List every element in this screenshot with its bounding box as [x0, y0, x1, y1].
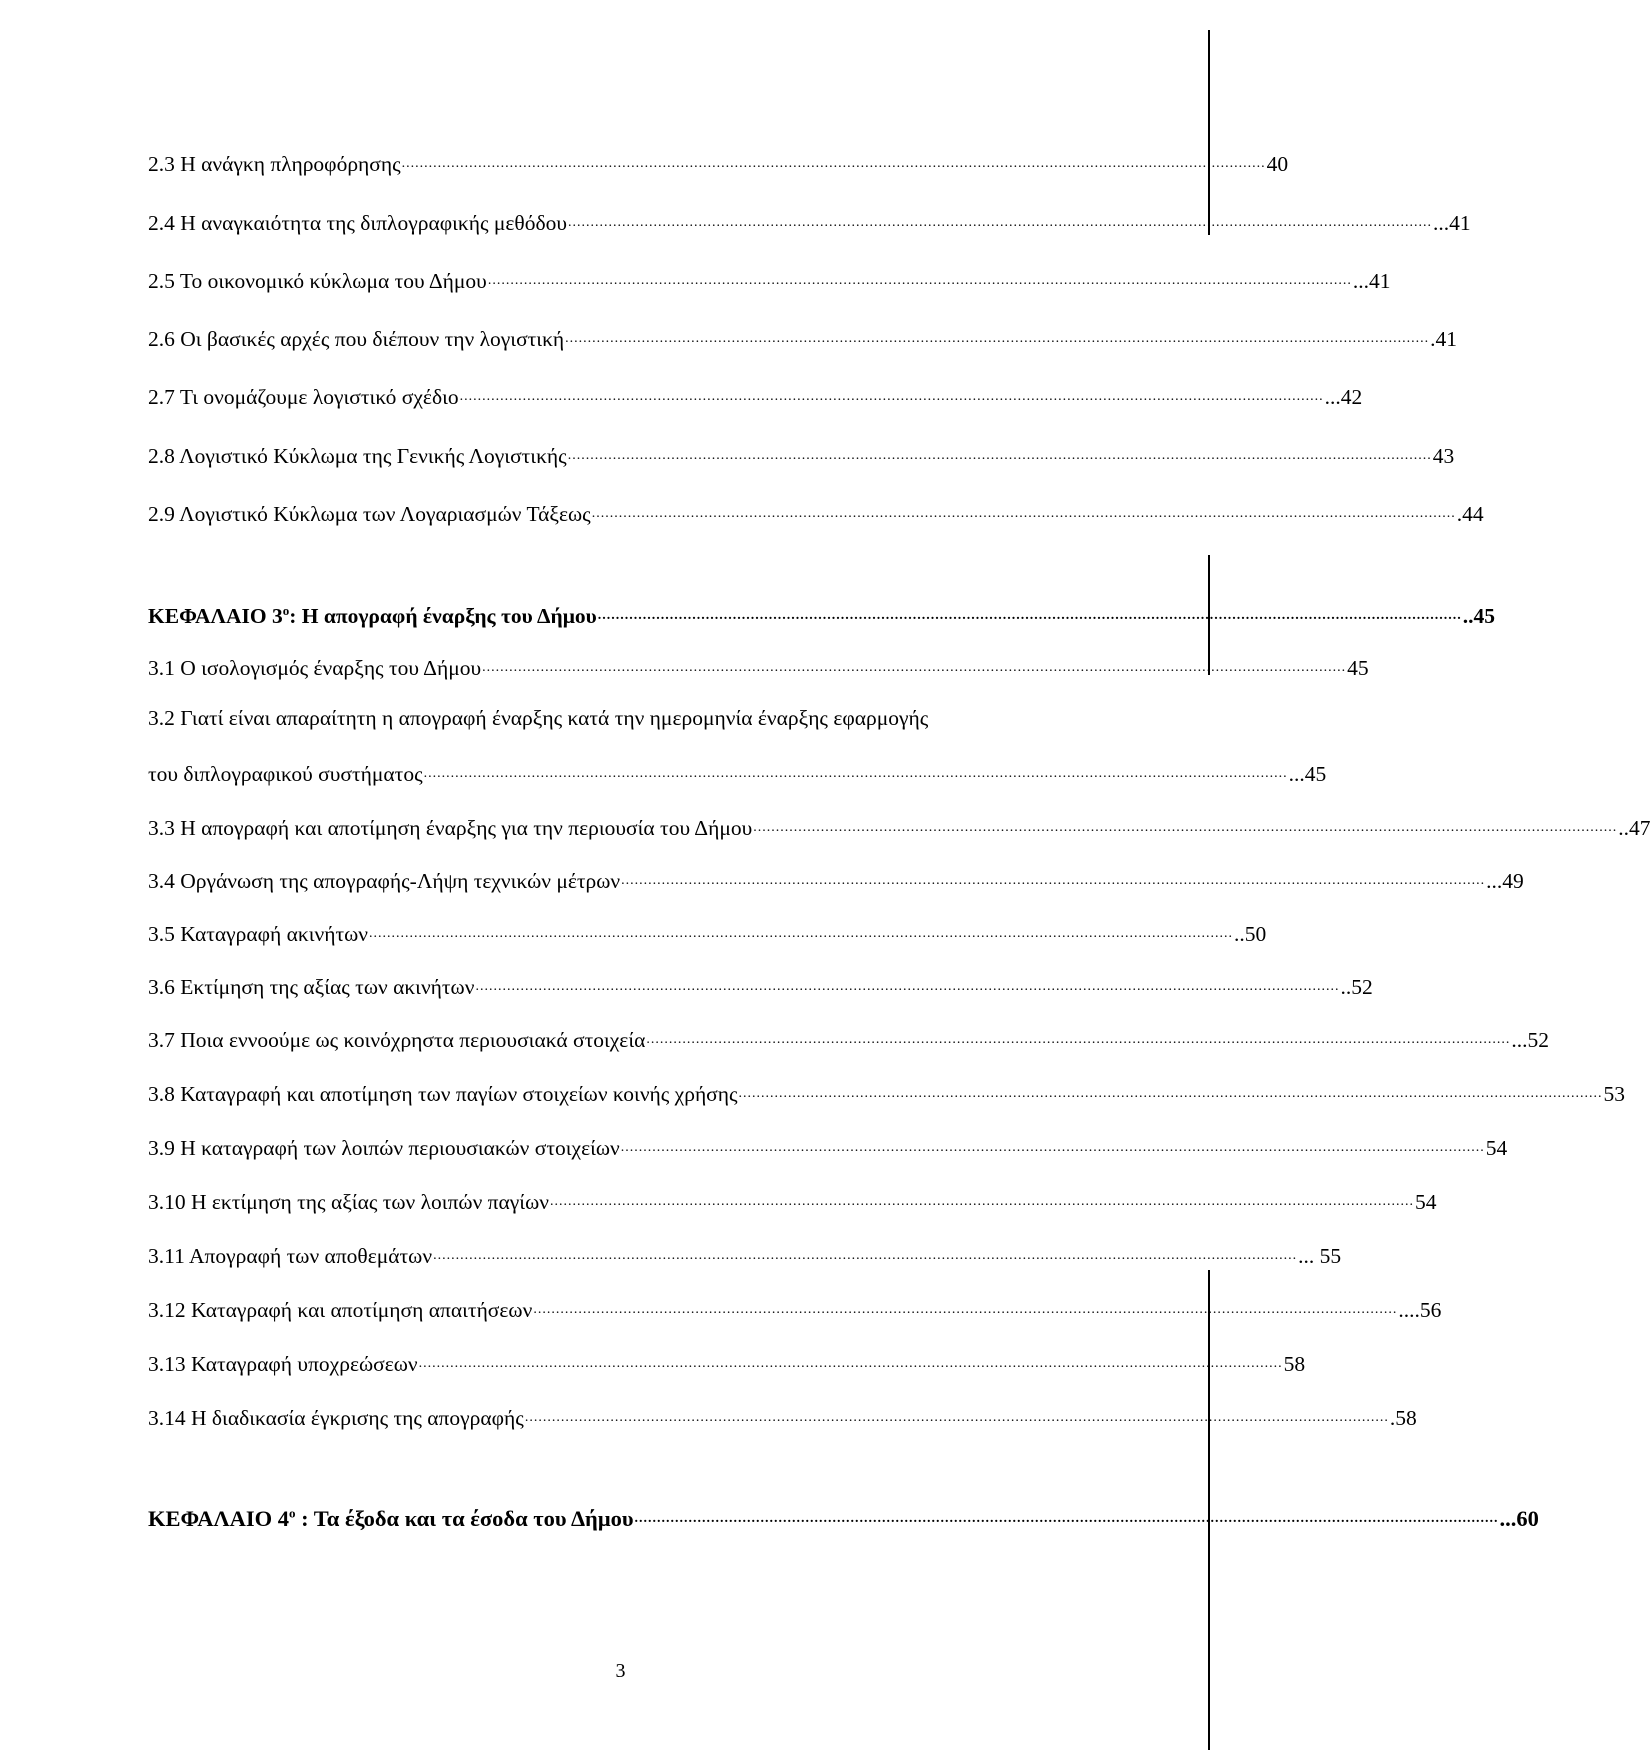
leader-dots: ................................................................................................................................................................................................: [433, 1248, 1298, 1263]
leader-dots: ................................................................................................................................................................................................: [401, 156, 1266, 171]
toc-entry[interactable]: [148, 755, 1327, 786]
toc-entry-page: 45: [1347, 655, 1369, 680]
toc-entry-title: 2.8 Λογιστικό Κύκλωμα της Γενικής Λογιστικής: [148, 443, 567, 468]
toc-entry-page: ...52: [1511, 1027, 1550, 1052]
toc-entry-title: 3.13 Καταγραφή υποχρεώσεων: [148, 1351, 418, 1376]
toc-entry[interactable]: [148, 809, 1651, 840]
chapter-superscript: ο: [282, 602, 290, 618]
toc-entry-page: 43: [1432, 443, 1455, 468]
scan-edge-line-top: [1208, 30, 1210, 235]
leader-dots: ................................................................................................................................................................................................: [369, 926, 1234, 941]
toc-entry-title: 3.10 Η εκτίμηση της αξίας των λοιπών παγίων: [148, 1189, 549, 1214]
toc-entry[interactable]: [148, 1345, 1306, 1376]
leader-dots: ................................................................................................................................................................................................: [567, 448, 1432, 463]
toc-entry-title: 3.14 Η διαδικασία έγκρισης της απογραφής: [148, 1405, 524, 1430]
toc-entry-title: 3.7 Ποια εννοούμε ως κοινόχρηστα περιουσιακά στοιχεία: [148, 1027, 646, 1052]
toc-entry-title: 3.6 Εκτίμηση της αξίας των ακινήτων: [148, 974, 475, 999]
toc-entry-title: 3.9 Η καταγραφή των λοιπών περιουσιακών στοιχείων: [148, 1135, 620, 1160]
chapter-title: [148, 1505, 634, 1531]
toc-entry-title: 3.5 Καταγραφή ακινήτων: [148, 921, 369, 946]
leader-dots: ................................................................................................................................................................................................: [620, 1140, 1485, 1155]
toc-entry[interactable]: [148, 968, 1373, 999]
toc-entry-page: 58: [1283, 1351, 1306, 1376]
leader-dots: ................................................................................................................................................................................................: [549, 1194, 1414, 1209]
toc-entry-page: ...41: [1433, 210, 1471, 235]
chapter-rest: : Τα έξοδα και τα έσοδα του Δήμου: [295, 1505, 634, 1531]
leader-dots: ................................................................................................................................................................................................: [597, 608, 1462, 623]
toc-entry-title-line1[interactable]: 3.2 Γιατί είναι απαραίτητη η απογραφή έναρξης κατά την ημερομηνία έναρξης εφαρμογής: [148, 706, 929, 730]
leader-dots: ................................................................................................................................................................................................: [524, 1410, 1389, 1425]
toc-entry-page: .41: [1430, 326, 1458, 351]
toc-entry-page: ...42: [1324, 384, 1363, 409]
toc-entry-title: 3.11 Απογραφή των αποθεμάτων: [148, 1243, 433, 1268]
leader-dots: ................................................................................................................................................................................................: [533, 1302, 1398, 1317]
leader-dots: ................................................................................................................................................................................................: [568, 215, 1433, 230]
toc-entry[interactable]: [148, 437, 1455, 468]
toc-entry[interactable]: [148, 649, 1369, 680]
toc-entry-title: 3.1 Ο ισολογισμός έναρξης του Δήμου: [148, 655, 482, 680]
toc-entry[interactable]: [148, 262, 1391, 293]
toc-entry-page: .44: [1456, 501, 1484, 526]
leader-dots: ................................................................................................................................................................................................: [591, 506, 1456, 521]
leader-dots: ................................................................................................................................................................................................: [423, 766, 1288, 781]
toc-entry-page: ..47: [1618, 815, 1651, 840]
leader-dots: ................................................................................................................................................................................................: [646, 1032, 1511, 1047]
toc-entry-title: 2.9 Λογιστικό Κύκλωμα των Λογαριασμών Τάξεως: [148, 501, 591, 526]
toc-entry-title: 2.4 Η αναγκαιότητα της διπλογραφικής μεθόδου: [148, 210, 568, 235]
toc-entry-title: 2.5 Το οικονομικό κύκλωμα του Δήμου: [148, 268, 487, 293]
toc-entry-title: 3.12 Καταγραφή και αποτίμηση απαιτήσεων: [148, 1297, 533, 1322]
toc-entry[interactable]: [148, 145, 1289, 176]
toc-entry[interactable]: [148, 1075, 1626, 1106]
toc-entry[interactable]: [148, 1399, 1417, 1430]
chapter-superscript: ο: [288, 1505, 296, 1520]
toc-entry-title: του διπλογραφικού συστήματος: [148, 761, 423, 786]
toc-entry-title: 3.3 Η απογραφή και αποτίμηση έναρξης για την περιουσία του Δήμου: [148, 815, 753, 840]
chapter-rest: : Η απογραφή έναρξης του Δήμου: [289, 603, 597, 628]
chapter-title: [148, 602, 597, 628]
toc-entry-page: ...49: [1486, 868, 1524, 893]
toc-entry[interactable]: [148, 1021, 1550, 1052]
toc-entry-page: ....56: [1398, 1297, 1442, 1322]
toc-entry-page: ...41: [1352, 268, 1391, 293]
page-number: 3: [615, 1660, 626, 1682]
toc-entry-title: 3.8 Καταγραφή και αποτίμηση των παγίων στοιχείων κοινής χρήσης: [148, 1081, 738, 1106]
toc-entry-page: ... 55: [1298, 1243, 1342, 1268]
toc-entry[interactable]: [148, 1129, 1508, 1160]
leader-dots: ................................................................................................................................................................................................: [475, 979, 1340, 994]
toc-entry-title: 3.4 Οργάνωση της απογραφής-Λήψη τεχνικών μέτρων: [148, 868, 621, 893]
leader-dots: ................................................................................................................................................................................................: [482, 660, 1347, 675]
toc-entry[interactable]: [148, 1237, 1342, 1268]
toc-entry[interactable]: [148, 862, 1524, 893]
toc-entry[interactable]: [148, 915, 1267, 946]
toc-entry-title: 2.3 Η ανάγκη πληροφόρησης: [148, 151, 401, 176]
leader-dots: ................................................................................................................................................................................................: [753, 820, 1618, 835]
chapter-heading[interactable]: [148, 1500, 1539, 1531]
toc-entry-page: ..50: [1234, 921, 1267, 946]
chapter-page: ..45: [1462, 603, 1496, 628]
toc-entry-page: 54: [1414, 1189, 1437, 1214]
toc-entry[interactable]: [148, 495, 1484, 526]
toc-entry-page: 53: [1603, 1081, 1626, 1106]
leader-dots: ................................................................................................................................................................................................: [487, 273, 1352, 288]
leader-dots: ................................................................................................................................................................................................: [418, 1356, 1283, 1371]
toc-entry-page: .58: [1389, 1405, 1417, 1430]
toc-entry-page: 40: [1266, 151, 1289, 176]
toc-entry-title: 2.6 Οι βασικές αρχές που διέπουν την λογιστική: [148, 326, 565, 351]
toc-entry-page: 54: [1485, 1135, 1508, 1160]
toc-entry-page: ...45: [1288, 761, 1327, 786]
chapter-heading[interactable]: [148, 597, 1496, 628]
leader-dots: ................................................................................................................................................................................................: [565, 331, 1430, 346]
toc-entry[interactable]: [148, 378, 1363, 409]
toc-entry[interactable]: [148, 1183, 1437, 1214]
toc-entry-title: 2.7 Τι ονομάζουμε λογιστικό σχέδιο: [148, 384, 459, 409]
toc-entry[interactable]: [148, 320, 1458, 351]
chapter-page: ...60: [1499, 1505, 1539, 1531]
leader-dots: ................................................................................................................................................................................................: [634, 1511, 1499, 1526]
toc-entry[interactable]: [148, 1291, 1442, 1322]
chapter-prefix: ΚΕΦΑΛΑΙΟ 3: [148, 603, 283, 628]
leader-dots: ................................................................................................................................................................................................: [459, 389, 1324, 404]
toc-entry-page: ..52: [1340, 974, 1373, 999]
leader-dots: ................................................................................................................................................................................................: [621, 873, 1486, 888]
toc-entry[interactable]: [148, 204, 1471, 235]
chapter-prefix: ΚΕΦΑΛΑΙΟ 4: [148, 1505, 289, 1531]
leader-dots: ................................................................................................................................................................................................: [738, 1086, 1603, 1101]
